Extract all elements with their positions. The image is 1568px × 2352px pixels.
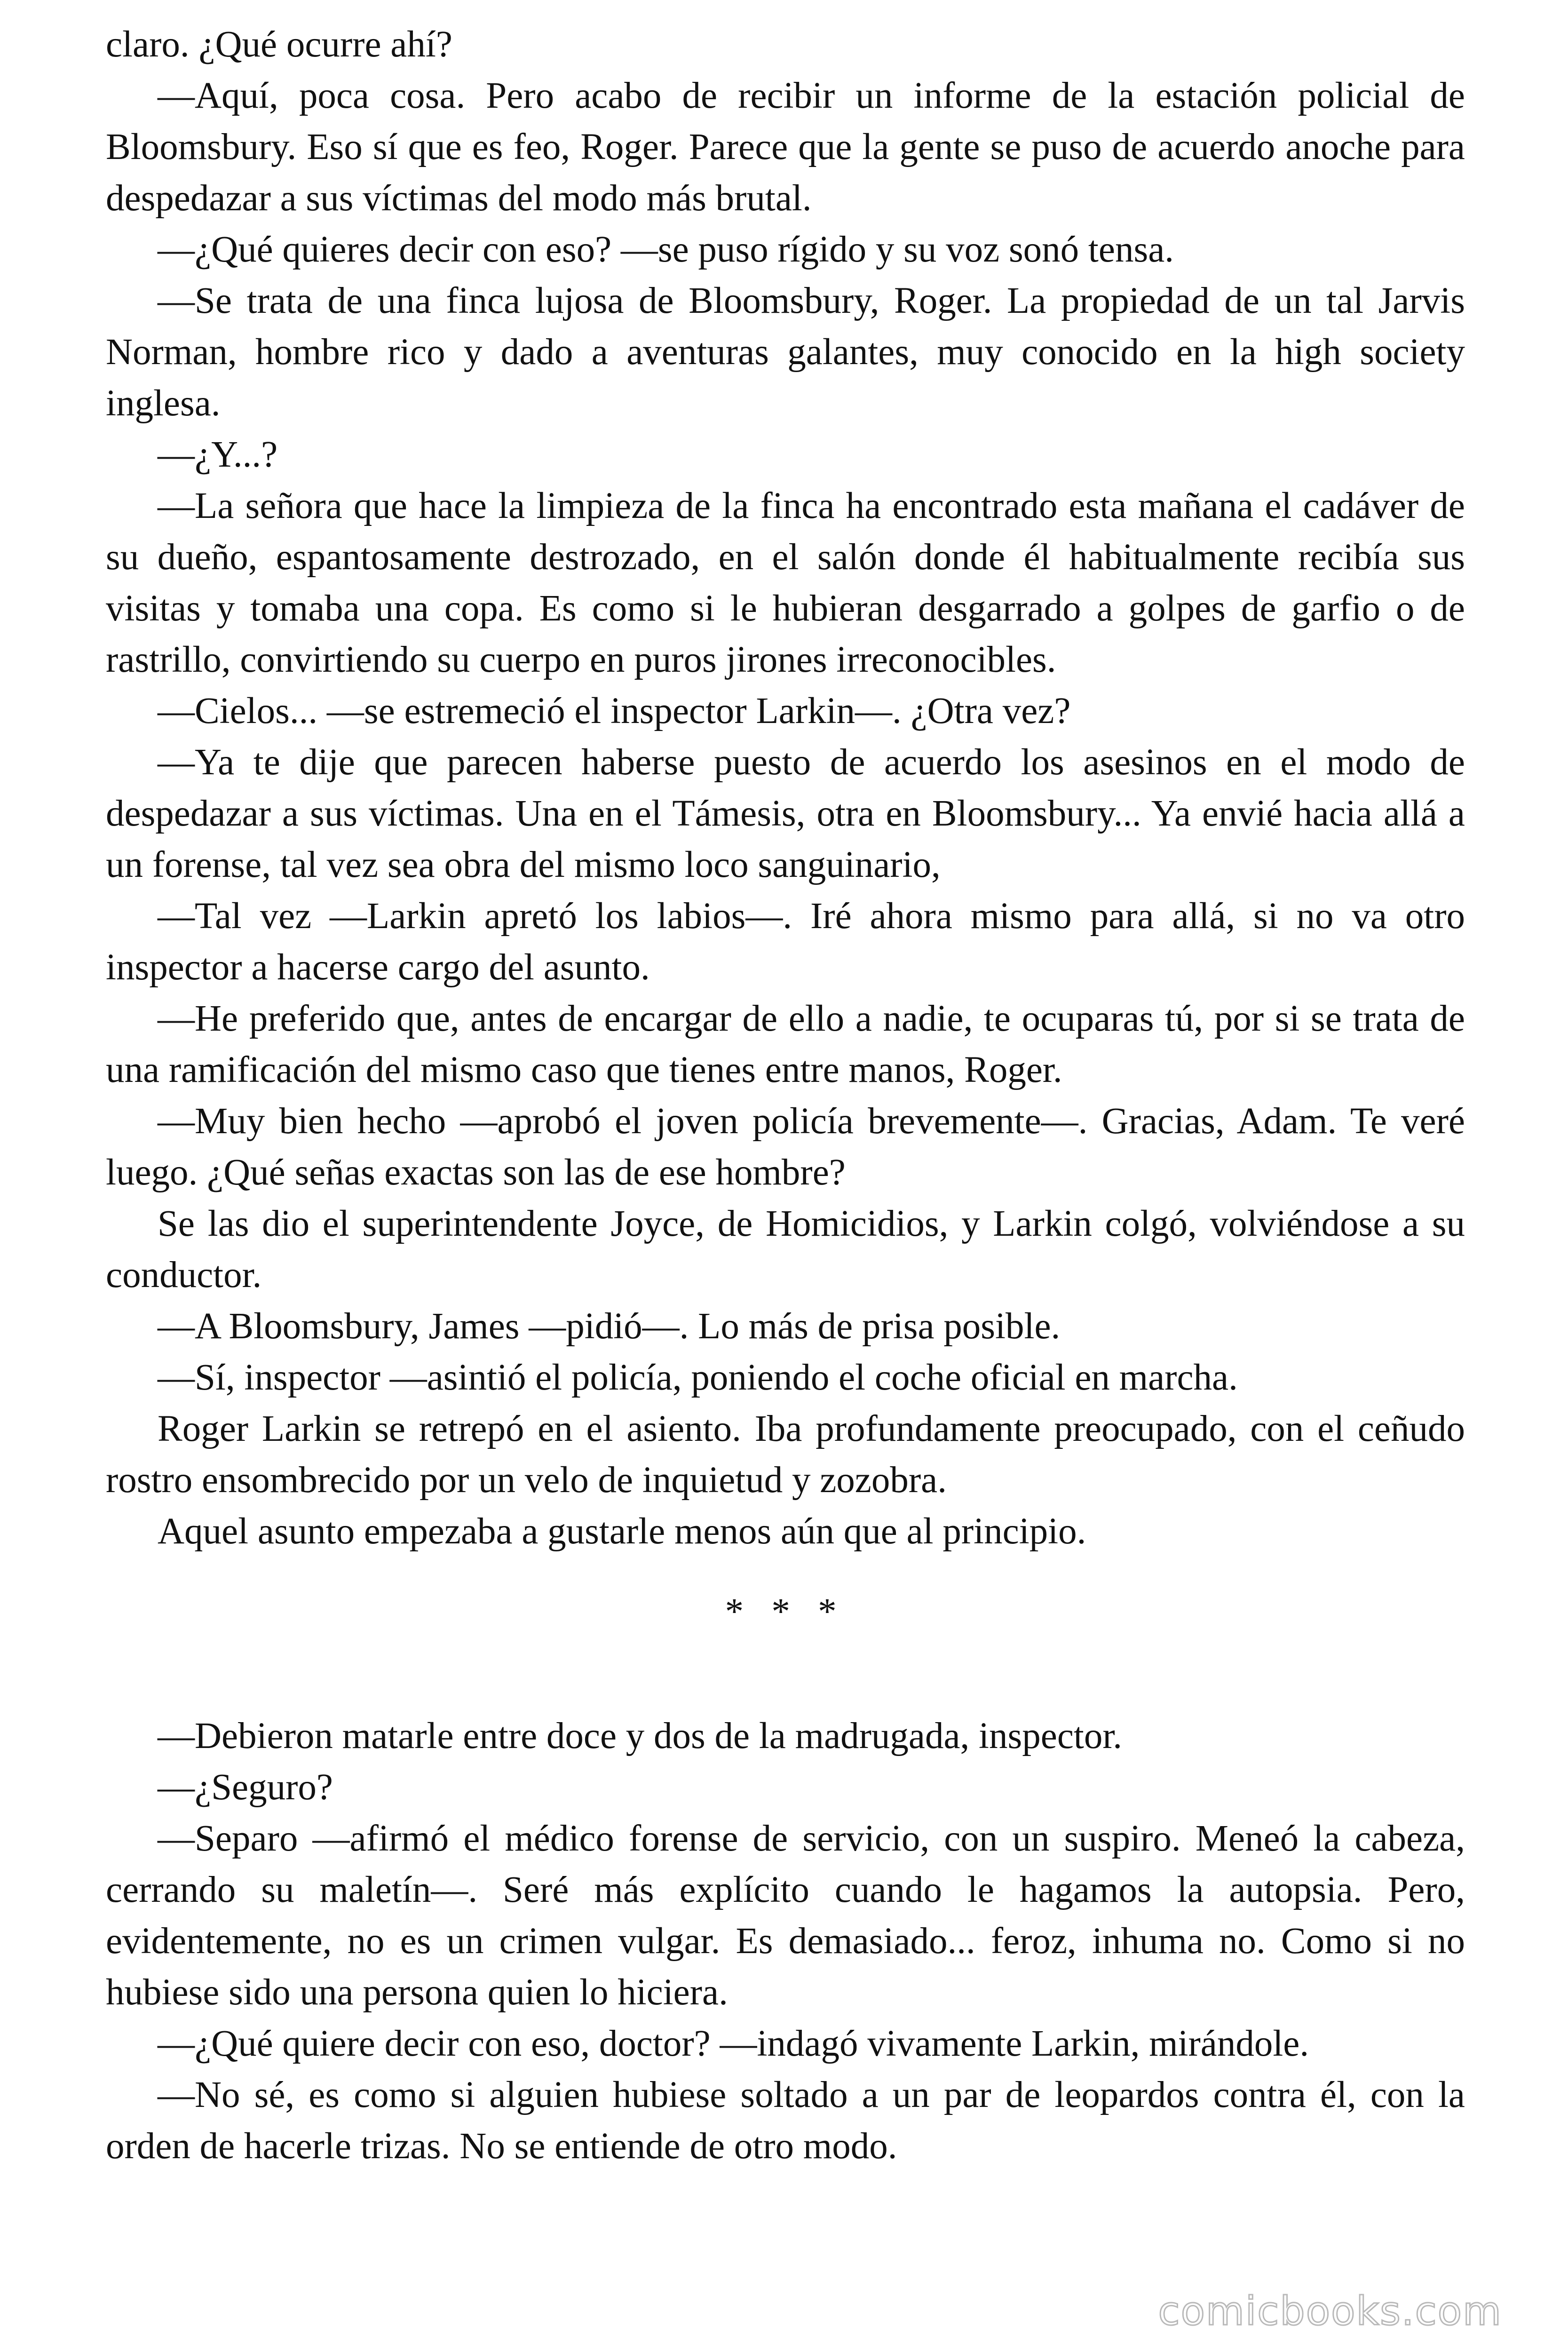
paragraph: —Debieron matarle entre doce y dos de la madrugada, inspector.: [158, 1716, 1123, 1756]
paragraph: —¿Seguro?: [158, 1767, 333, 1808]
paragraph: —Se trata de una finca lujosa de Bloomsbury, Roger. La propiedad de un tal Jarvis Norman, hombre rico y dado a aventuras galantes, muy conocido en la high society inglesa.: [106, 280, 1465, 424]
paragraph: —Separo —afirmó el médico forense de servicio, con un suspiro. Meneó la cabeza, cerrando su maletín—. Seré más explícito cuando le hagamos la autopsia. Pero, evidentemente, no es un crimen vulgar. Es demasiado... feroz, inhuma no. Como si no hubiese sido una persona quien lo hiciera.: [106, 1818, 1465, 2013]
paragraph: claro. ¿Qué ocurre ahí?: [106, 24, 452, 65]
paragraph: —Aquí, poca cosa. Pero acabo de recibir un informe de la estación policial de Bloomsbury. Eso sí que es feo, Roger. Parece que la gente se puso de acuerdo anoche para despedazar a sus víctimas del modo más brutal.: [106, 75, 1465, 219]
paragraph: —La señora que hace la limpieza de la finca ha encontrado esta mañana el cadáver de su dueño, espantosamente destrozado, en el salón donde él habitualmente recibía sus visitas y tomaba una copa. Es como si le hubieran desgarrado a golpes de garfio o de rastrillo, convirtiendo su cuerpo en puros jirones irreconocibles.: [106, 485, 1465, 680]
paragraph: —A Bloomsbury, James —pidió—. Lo más de prisa posible.: [158, 1306, 1061, 1347]
paragraph: —¿Qué quiere decir con eso, doctor? —indagó vivamente Larkin, mirándole.: [158, 2023, 1309, 2064]
paragraph: —Ya te dije que parecen haberse puesto de acuerdo los asesinos en el modo de despedazar a sus víctimas. Una en el Támesis, otra en Bloomsbury... Ya envié hacia allá a un forense, tal vez sea obra del mismo loco sanguinario,: [106, 742, 1465, 885]
paragraph: —Sí, inspector —asintió el policía, poniendo el coche oficial en marcha.: [158, 1357, 1238, 1398]
paragraph: Roger Larkin se retrepó en el asiento. Iba profundamente preocupado, con el ceñudo rostro ensombrecido por un velo de inquietud y zozobra.: [106, 1408, 1465, 1501]
paragraph: Se las dio el superintendente Joyce, de Homicidios, y Larkin colgó, volviéndose a su conductor.: [106, 1203, 1465, 1295]
book-page: [106, 19, 1465, 2172]
paragraph: —¿Y...?: [158, 434, 278, 475]
scene-break: * * *: [725, 1591, 846, 1632]
paragraph: Aquel asunto empezaba a gustarle menos aún que al principio.: [158, 1511, 1086, 1552]
paragraph: —¿Qué quieres decir con eso? —se puso rígido y su voz sonó tensa.: [158, 229, 1174, 270]
paragraph: —Muy bien hecho —aprobó el joven policía brevemente—. Gracias, Adam. Te veré luego. ¿Qué señas exactas son las de ese hombre?: [106, 1101, 1465, 1193]
paragraph: —He preferido que, antes de encargar de ello a nadie, te ocuparas tú, por si se trata de una ramificación del mismo caso que tienes entre manos, Roger.: [106, 998, 1465, 1090]
paragraph: —Tal vez —Larkin apretó los labios—. Iré ahora mismo para allá, si no va otro inspector a hacerse cargo del asunto.: [106, 896, 1465, 988]
watermark: comicbooks.com: [1158, 2288, 1502, 2334]
paragraph: —No sé, es como si alguien hubiese soltado a un par de leopardos contra él, con la orden de hacerle trizas. No se entiende de otro modo.: [106, 2074, 1465, 2167]
paragraph: —Cielos... —se estremeció el inspector Larkin—. ¿Otra vez?: [158, 691, 1071, 731]
